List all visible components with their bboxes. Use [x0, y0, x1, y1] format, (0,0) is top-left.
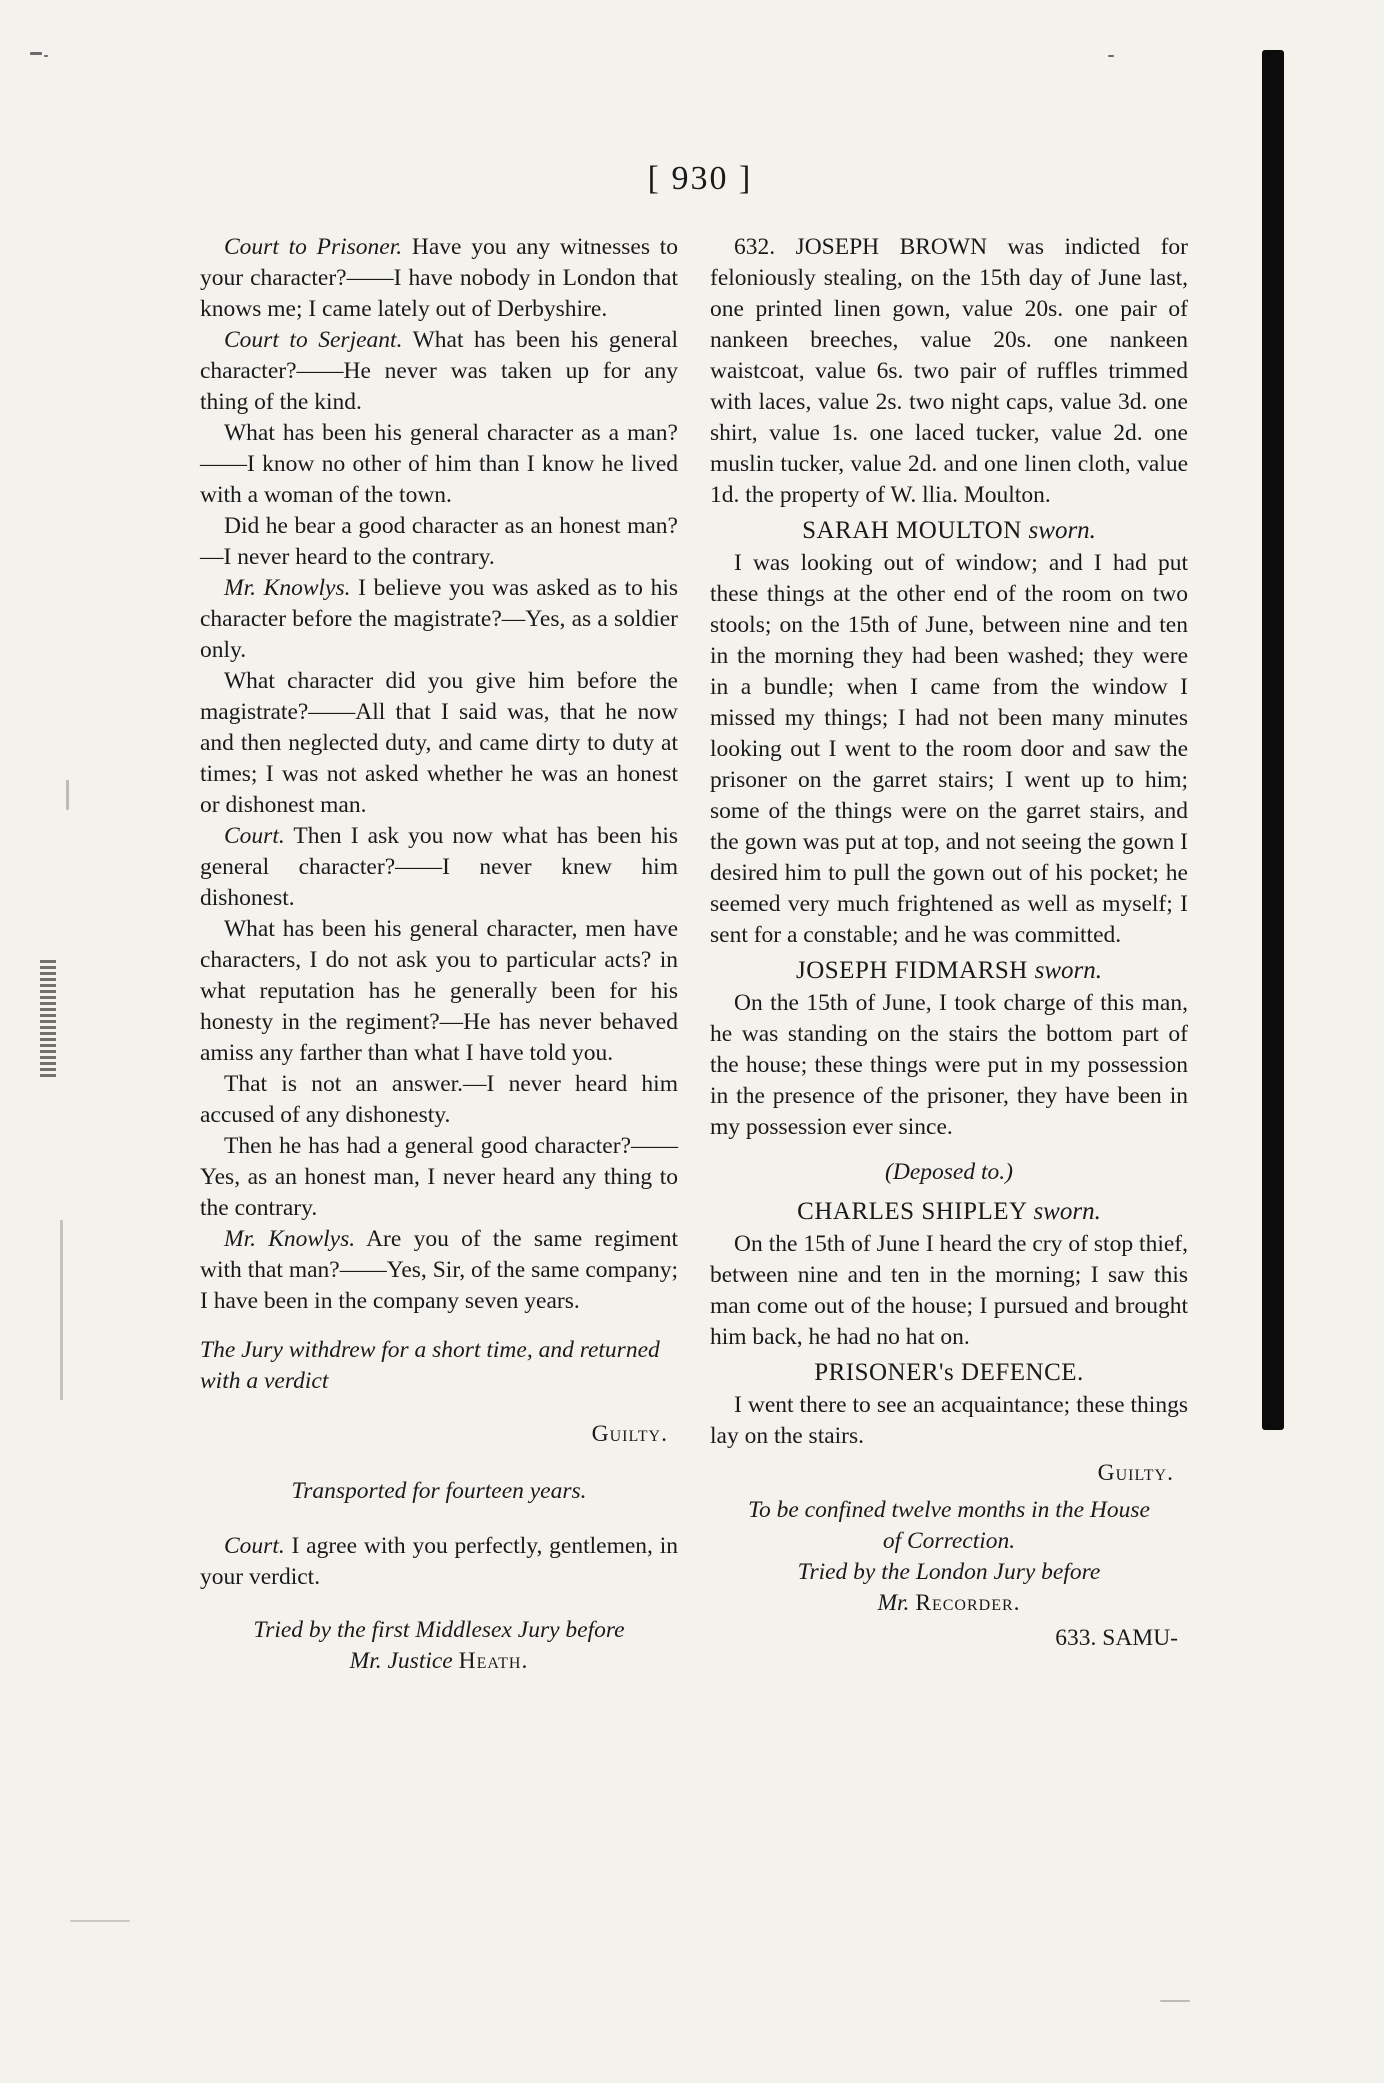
witness-heading: [710, 955, 1188, 986]
paragraph-text: I agree with you perfectly, gentlemen, in your verdict.: [200, 1533, 678, 1590]
paragraph-text: Did he bear a good character as an honest man?—I never heard to the contrary.: [200, 513, 678, 570]
sworn-label: sworn.: [1033, 1198, 1101, 1225]
speaker-label: Mr. Knowlys.: [224, 575, 351, 601]
testimony: I was looking out of window; and I had put these things at the other end of the room on two stools; on the 15th of June, between nine and ten in the morning they had been washed; they were in a bundle; when I came from the window I missed my things; I had not been many minutes looking out I went to the room door and saw the prisoner on the garret stairs; I went up to him; some of the things were on the garret stairs, and the gown was put at top, and not seeing the gown I desired him to pull the gown out of his pocket; he seemed very much frightened as well as myself; I sent for a constable; and he was committed.: [710, 550, 1188, 948]
sentence-line: of Correction.: [882, 1528, 1016, 1554]
witness-name: SARAH MOULTON: [802, 517, 1029, 544]
sworn-label: sworn.: [1034, 957, 1102, 984]
jury-note: The Jury withdrew for a short time, and returned with a verdict: [200, 1337, 660, 1394]
tried-line-prefix: Mr. Justice: [349, 1648, 459, 1674]
scan-speck: [70, 1920, 130, 1922]
scan-speck: [60, 1220, 63, 1400]
paragraph: [200, 573, 678, 666]
scan-speck: [44, 55, 48, 57]
scan-speck: [1108, 55, 1114, 57]
witness-name: JOSEPH FIDMARSH: [795, 957, 1035, 984]
deposed-note: (Deposed to.): [885, 1159, 1013, 1185]
margin-stain: [40, 960, 56, 1080]
sworn-label: sworn.: [1028, 517, 1096, 544]
judge-name: Recorder.: [915, 1590, 1021, 1616]
binding-shadow: [1262, 50, 1284, 1430]
indictment: 632. JOSEPH BROWN was indicted for feloniously stealing, on the 15th day of June last, one printed linen gown, value 20s. one pair of nankeen breeches, value 20s. one nankeen waistcoat, value 6s. two pair of ruffles trimmed with laces, value 2s. two night caps, value 3d. one shirt, value 1s. one laced tucker, value 2d. one muslin tucker, value 2d. and one linen cloth, value 1d. the property of W. llia. Moulton.: [710, 234, 1188, 508]
paragraph-text: Are you of the same regiment with that man?——Yes, Sir, of the same company; I have been in the company seven years.: [200, 1226, 678, 1314]
paragraph-text: What has been his general character?——He never was taken up for any thing of the kind.: [200, 327, 678, 415]
catchword: 633. SAMU-: [1055, 1625, 1178, 1651]
court-remark: [200, 1531, 678, 1593]
judge-name: Heath.: [458, 1648, 529, 1674]
left-column: [200, 232, 678, 1677]
paragraph-text: Then he has had a general good character?——Yes, as an honest man, I never heard any thing to the contrary.: [200, 1133, 678, 1221]
paragraph: [200, 1224, 678, 1317]
scan-speck: [1160, 2000, 1190, 2002]
paragraph-text: That is not an answer.—I never heard him accused of any dishonesty.: [200, 1071, 678, 1128]
sentence: [710, 1495, 1188, 1557]
sentence-line: To be confined twelve months in the House: [748, 1497, 1150, 1523]
verdict: Guilty.: [591, 1421, 668, 1447]
witness-heading: [710, 515, 1188, 546]
tried-by: [710, 1557, 1188, 1619]
witness-name: CHARLES SHIPLEY: [797, 1198, 1034, 1225]
scan-speck: [66, 780, 69, 810]
page-number: [ 930 ]: [647, 160, 753, 197]
speaker-label: Court to Serjeant.: [224, 327, 403, 353]
verdict: Guilty.: [1097, 1460, 1174, 1486]
right-column: [710, 232, 1188, 1654]
paragraph: [200, 418, 678, 511]
paragraph-text: Have you any witnesses to your character?——I have nobody in London that knows me; I came lately out of Derbyshire.: [200, 234, 678, 322]
sentence: Transported for fourteen years.: [291, 1478, 587, 1504]
speaker-label: Court to Prisoner.: [224, 234, 403, 260]
tried-by: [200, 1615, 678, 1677]
paragraph-text: What has been his general character as a man?——I know no other of him than I know he lived with a woman of the town.: [200, 420, 678, 508]
scan-speck: [30, 52, 42, 55]
paragraph: [200, 821, 678, 914]
testimony: On the 15th of June I heard the cry of stop thief, between nine and ten in the morning; I saw this man come out of the house; I pursued and brought him back, he had no hat on.: [710, 1231, 1188, 1350]
tried-line: Tried by the first Middlesex Jury before: [253, 1617, 625, 1643]
paragraph: [200, 1131, 678, 1224]
paragraph-text: What has been his general character, men have characters, I do not ask you to particular acts? in what reputation has he generally been for his honesty in the regiment?—He has never behaved amiss any farther than what I have told you.: [200, 916, 678, 1066]
witness-heading: [710, 1196, 1188, 1227]
paragraph-text: I believe you was asked as to his character before the magistrate?—Yes, as a soldier only.: [200, 575, 678, 663]
paragraph: [200, 666, 678, 821]
paragraph-text: Then I ask you now what has been his general character?——I never knew him dishonest.: [200, 823, 678, 911]
paragraph: [200, 325, 678, 418]
paragraph: [200, 232, 678, 325]
paragraph: [200, 1069, 678, 1131]
speaker-label: Mr. Knowlys.: [224, 1226, 356, 1252]
paragraph-text: What character did you give him before the magistrate?——All that I said was, that he now and then neglected duty, and came dirty to duty at times; I was not asked whether he was an honest or dishonest man.: [200, 668, 678, 818]
paragraph: [200, 914, 678, 1069]
tried-line-prefix: Mr.: [877, 1590, 916, 1616]
testimony: On the 15th of June, I took charge of this man, he was standing on the stairs the bottom part of the house; these things were put in my possession in the presence of the prisoner, they have been in my possession ever since.: [710, 990, 1188, 1140]
tried-line: Tried by the London Jury before: [797, 1559, 1101, 1585]
speaker-label: Court.: [224, 1533, 285, 1559]
defence-text: I went there to see an acquaintance; these things lay on the stairs.: [710, 1392, 1188, 1449]
paragraph: [200, 511, 678, 573]
defence-heading: PRISONER's DEFENCE.: [814, 1359, 1084, 1386]
speaker-label: Court.: [224, 823, 285, 849]
